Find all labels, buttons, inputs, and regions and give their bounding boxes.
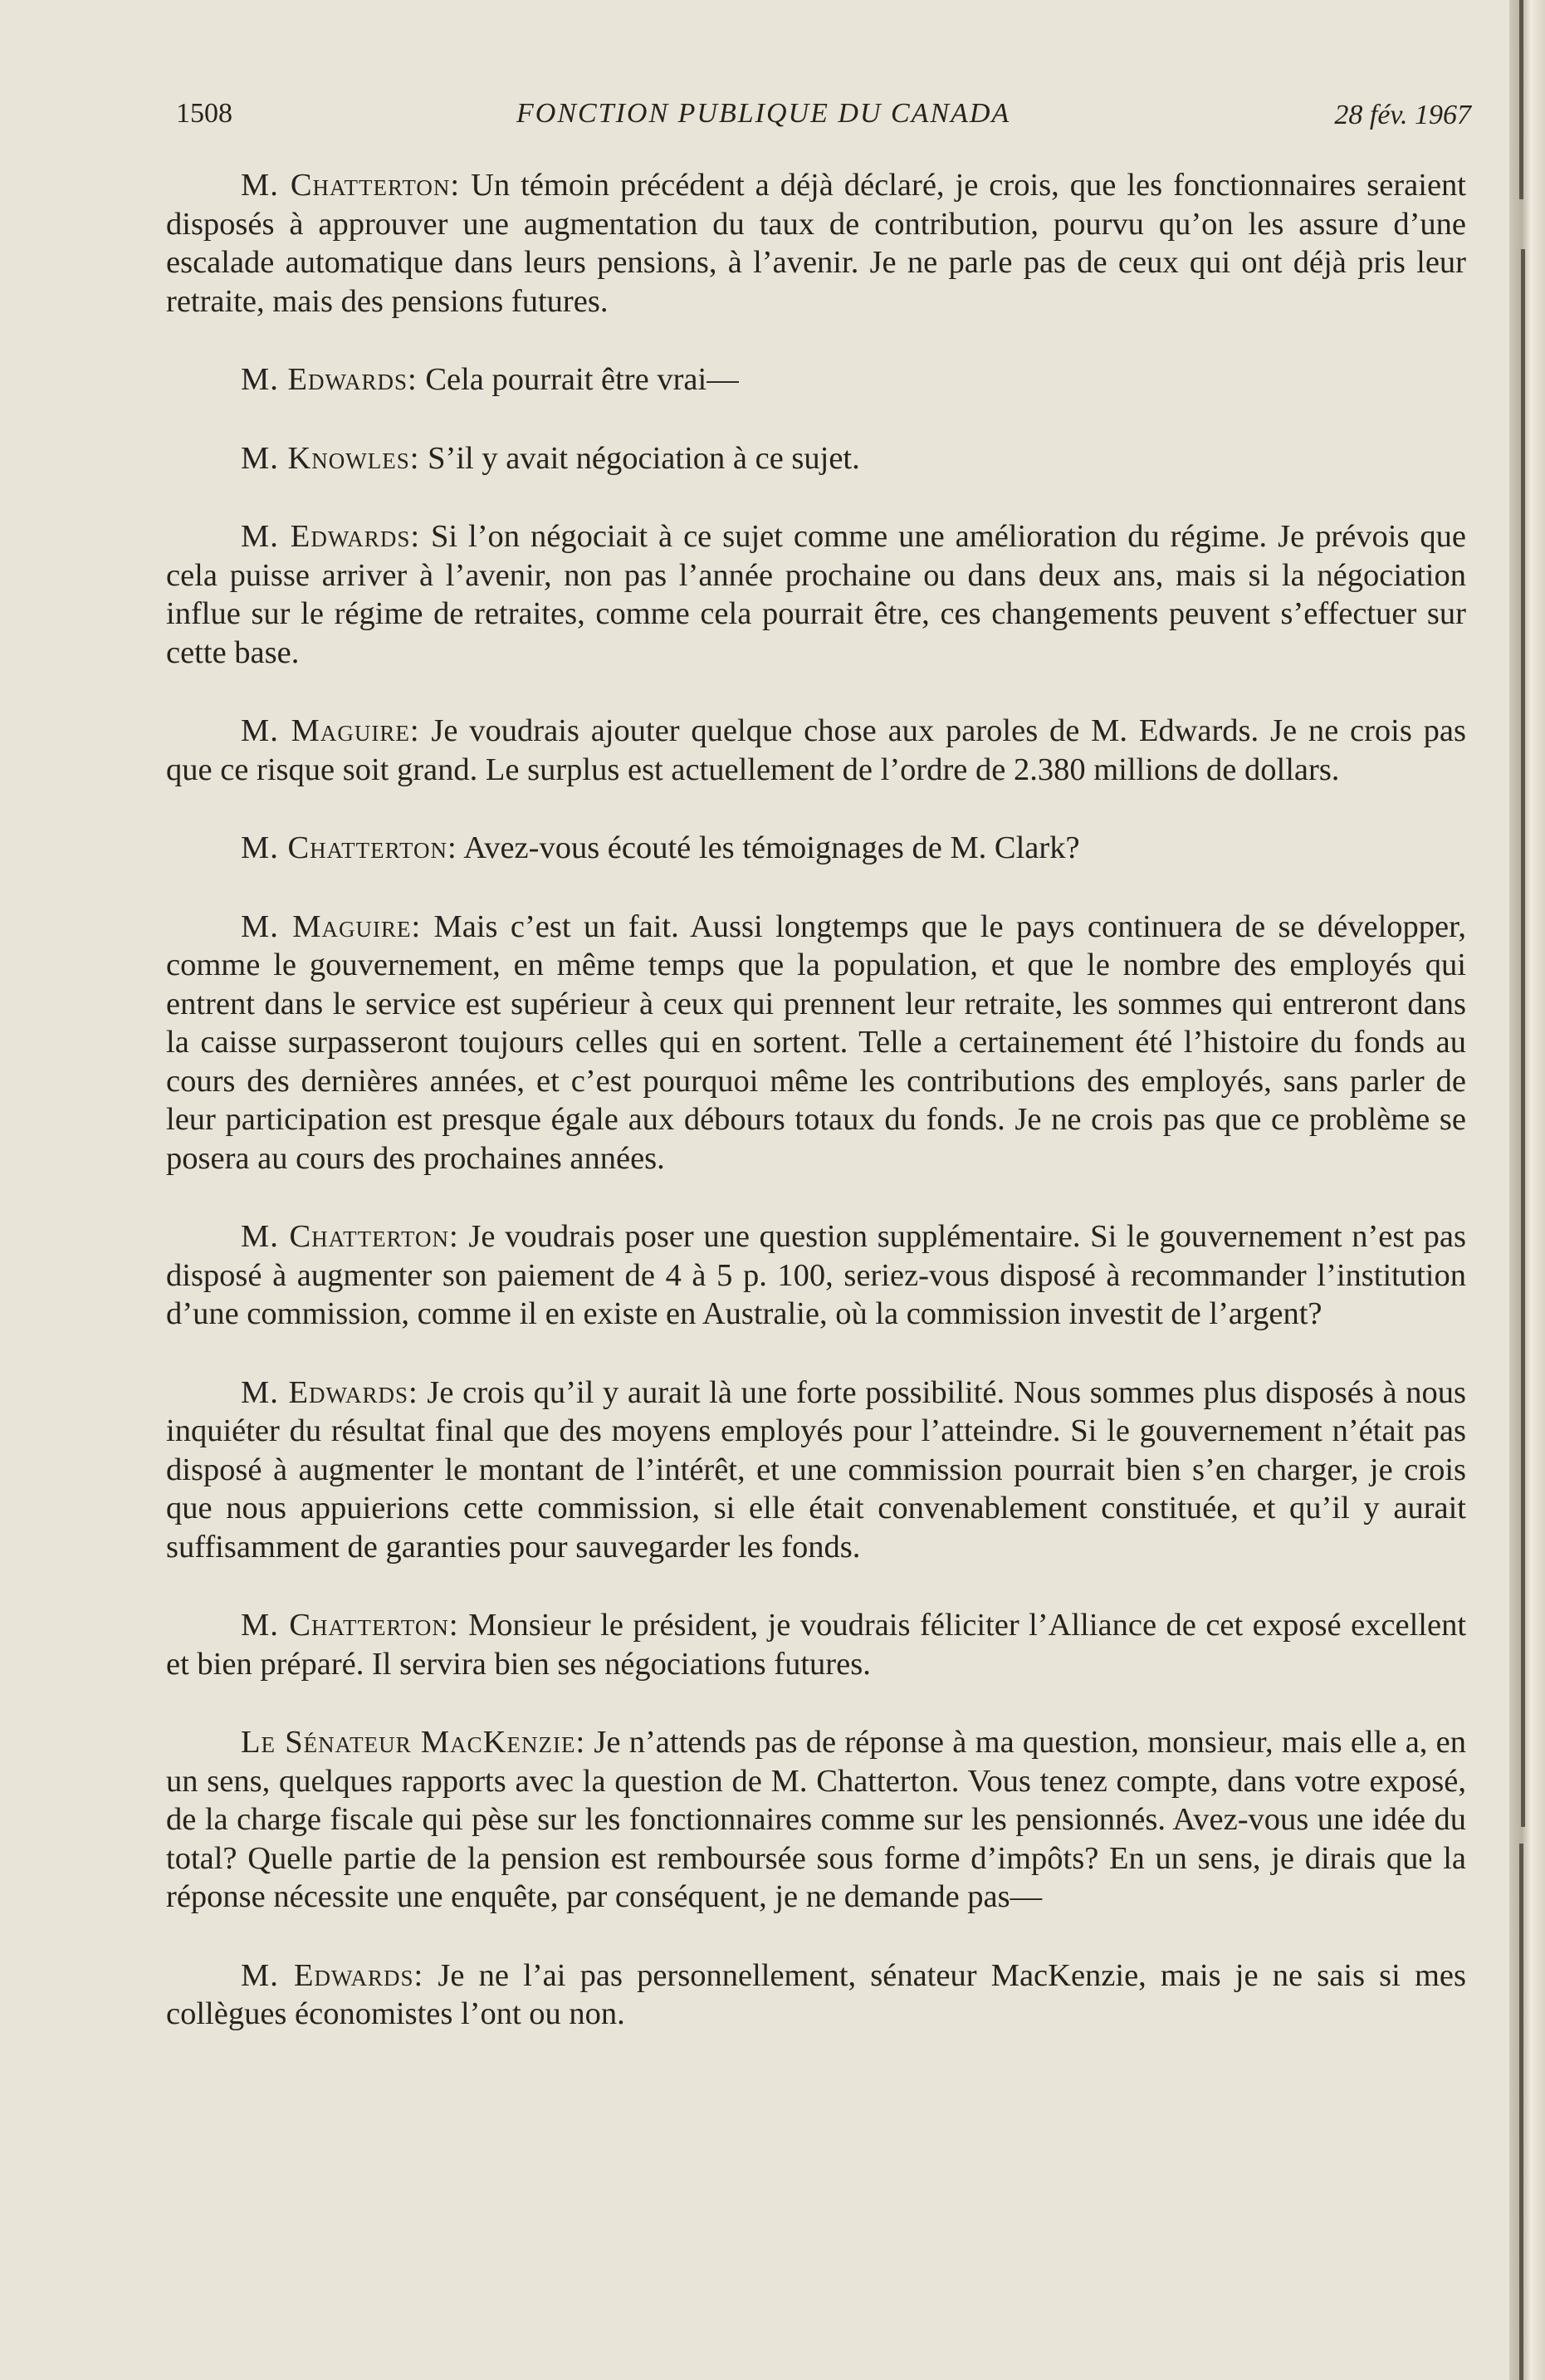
paragraph (166, 517, 1466, 672)
edge-line (1521, 249, 1525, 1827)
speaker: M. Chatterton: (241, 168, 461, 203)
speaker: M. Edwards: (241, 519, 421, 554)
speaker: Le Sénateur MacKenzie: (241, 1725, 586, 1760)
paragraph (166, 908, 1466, 1178)
speaker: M. Edwards: (241, 1374, 418, 1410)
running-head (176, 98, 1471, 140)
paragraph (166, 1956, 1466, 2034)
paragraph-text: Mais c’est un fait. Aussi longtemps que le pays continuera de se développer, comme le gouvernement, en même temps que la population, et que le nombre des employés qui entrent dans le service est supérieur à ceux qui prennent leur retraite, les sommes qui entreront dans la caisse surpasseront toujours celles qui en sortent. Telle a certainement été l’histoire du fonds au cours des dernières années, et c’est pourquoi même les contributions des employés, sans parler de leur participation est presque égale aux débours totaux du fonds. Je ne crois pas que ce problème se posera au cours des prochaines années. (166, 908, 1467, 1176)
paragraph (166, 439, 1466, 478)
paragraph-text: Je voudrais poser une question supplémentaire. Si le gouvernement n’est pas disposé à augmenter son paiement de 4 à 5 p. 100, seriez-vous disposé à recommander l’institution d’une commission, comme il en existe en Australie, où la commission investit de l’argent? (166, 1219, 1466, 1331)
paragraph-text: Je ne l’ai pas personnellement, sénateur MacKenzie, mais je ne sais si mes collègues économistes l’ont ou non. (166, 1957, 1467, 2031)
speaker: M. Maguire: (241, 908, 422, 944)
paragraph-text: Un témoin précédent a déjà déclaré, je crois, que les fonctionnaires seraient disposés à approuver une augmentation du taux de contribution, pourvu qu’on les assure d’une escalade automatique dans leurs pensions, à l’avenir. Je ne parle pas de ceux qui ont déjà pris leur retraite, mais des pensions futures. (166, 168, 1466, 319)
speaker: M. Edwards: (241, 1957, 424, 1993)
paragraph (166, 1374, 1466, 1567)
paragraph (166, 166, 1466, 321)
paragraph-text: S’il y avait négociation à ce sujet. (428, 440, 860, 476)
paragraph (166, 712, 1466, 789)
paragraph (166, 360, 1466, 399)
paragraph-text: Monsieur le président, je voudrais féliciter l’Alliance de cet exposé excellent et bien préparé. Il servira bien ses négociations futures. (166, 1608, 1467, 1682)
page-number: 1508 (176, 98, 232, 129)
paragraph-text: Cela pourrait être vrai— (425, 362, 739, 397)
paragraph-text: Je n’attends pas de réponse à ma question, monsieur, mais elle a, en un sens, quelques rapports avec la question de M. Chatterton. Vous tenez compte, dans votre exposé, de la charge fiscale qui pèse sur les fonctionnaires comme sur les pensionnés. Avez-vous une idée du total? Quelle partie de la pension est remboursée sous forme d’impôts? En un sens, je dirais que la réponse nécessite une enquête, par conséquent, je ne demande pas— (166, 1725, 1467, 1914)
speaker: M. Edwards: (241, 362, 418, 397)
paragraph-text: Je crois qu’il y aurait là une forte possibilité. Nous sommes plus disposés à nous inquiéter du résultat final que des moyens employés pour l’atteindre. Si le gouvernement n’était pas disposé à augmenter le montant de l’intérêt, et une commission pourrait bien s’en charger, je crois que nous appuierions cette commission, si elle était convenablement constituée, et qu’il y aurait suffisamment de garanties pour sauvegarder les fonds. (166, 1374, 1466, 1565)
page-edge (1509, 0, 1545, 2380)
paragraph-text: Si l’on négociait à ce sujet comme une amélioration du régime. Je prévois que cela puisse arriver à l’avenir, non pas l’année prochaine ou dans deux ans, mais si la négociation influe sur le régime de retraites, comme cela pourrait être, ces changements peuvent s’effectuer sur cette base. (166, 519, 1466, 670)
speaker: M. Maguire: (241, 713, 420, 748)
edge-line (1519, 1844, 1523, 2380)
speaker: M. Chatterton: (241, 830, 457, 865)
paragraph-text: Avez-vous écouté les témoignages de M. Clark? (463, 830, 1080, 865)
speaker: M. Chatterton: (241, 1608, 459, 1643)
paragraph (166, 1217, 1466, 1334)
running-title: FONCTION PUBLIQUE DU CANADA (516, 98, 1011, 129)
paragraph (166, 1606, 1466, 1683)
running-date: 28 fév. 1967 (1334, 100, 1471, 130)
speaker: M. Chatterton: (241, 1219, 459, 1254)
paragraph (166, 1723, 1466, 1917)
edge-line (1519, 0, 1523, 199)
paragraph (166, 829, 1466, 868)
speaker: M. Knowles: (241, 440, 420, 476)
body-text (166, 166, 1466, 2074)
paragraph-text: Je voudrais ajouter quelque chose aux paroles de M. Edwards. Je ne crois pas que ce risque soit grand. Le surplus est actuellement de l’ordre de 2.380 millions de dollars. (166, 713, 1466, 787)
